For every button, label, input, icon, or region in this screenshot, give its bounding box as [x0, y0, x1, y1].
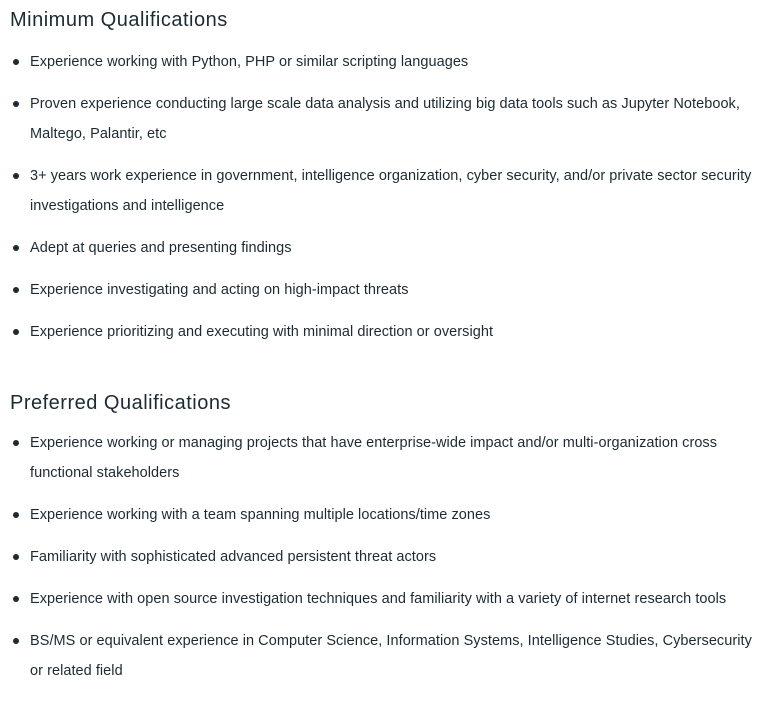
list-item-text: Experience investigating and acting on high-impact threats: [30, 282, 409, 298]
list-item-text: Experience with open source investigation techniques and familiarity with a variety of internet research tools: [30, 591, 727, 607]
list-item-text: Experience working with a team spanning multiple locations/time zones: [30, 507, 491, 523]
list-item: [10, 542, 759, 572]
list-item: [10, 47, 759, 77]
list-item: [10, 89, 759, 149]
bullet-icon: [13, 440, 19, 446]
bullet-icon: [13, 512, 19, 518]
list-item: [10, 626, 759, 686]
preferred-qualifications-list: [10, 428, 759, 686]
list-item-text: Proven experience conducting large scale data analysis and utilizing big data tools such as Jupyter Notebook, Maltego, Palantir, etc: [30, 96, 740, 142]
list-item: [10, 584, 759, 614]
bullet-icon: [13, 638, 19, 644]
list-item-text: Experience working or managing projects that have enterprise-wide impact and/or multi-organization cross functional stakeholders: [30, 435, 718, 481]
minimum-qualifications-list: [10, 47, 759, 347]
bullet-icon: [13, 245, 19, 251]
list-item: [10, 275, 759, 305]
list-item-text: Experience working with Python, PHP or similar scripting languages: [30, 54, 469, 70]
bullet-icon: [13, 173, 19, 179]
preferred-qualifications-heading: Preferred Qualifications: [10, 392, 231, 414]
list-item-text: BS/MS or equivalent experience in Computer Science, Information Systems, Intelligence Studies, Cybersecurity or related field: [30, 633, 752, 679]
list-item-text: 3+ years work experience in government, intelligence organization, cyber security, and/or private sector security investigations and intelligence: [30, 168, 752, 214]
list-item-text: Familiarity with sophisticated advanced persistent threat actors: [30, 549, 437, 565]
bullet-icon: [13, 59, 19, 65]
list-item: [10, 500, 759, 530]
list-item: [10, 233, 759, 263]
list-item-text: Adept at queries and presenting findings: [30, 240, 292, 256]
bullet-icon: [13, 596, 19, 602]
bullet-icon: [13, 329, 19, 335]
list-item: [10, 161, 759, 221]
minimum-qualifications-heading: Minimum Qualifications: [10, 9, 228, 31]
bullet-icon: [13, 101, 19, 107]
list-item-text: Experience prioritizing and executing with minimal direction or oversight: [30, 324, 494, 340]
bullet-icon: [13, 287, 19, 293]
list-item: [10, 428, 759, 488]
bullet-icon: [13, 554, 19, 560]
list-item: [10, 317, 759, 347]
